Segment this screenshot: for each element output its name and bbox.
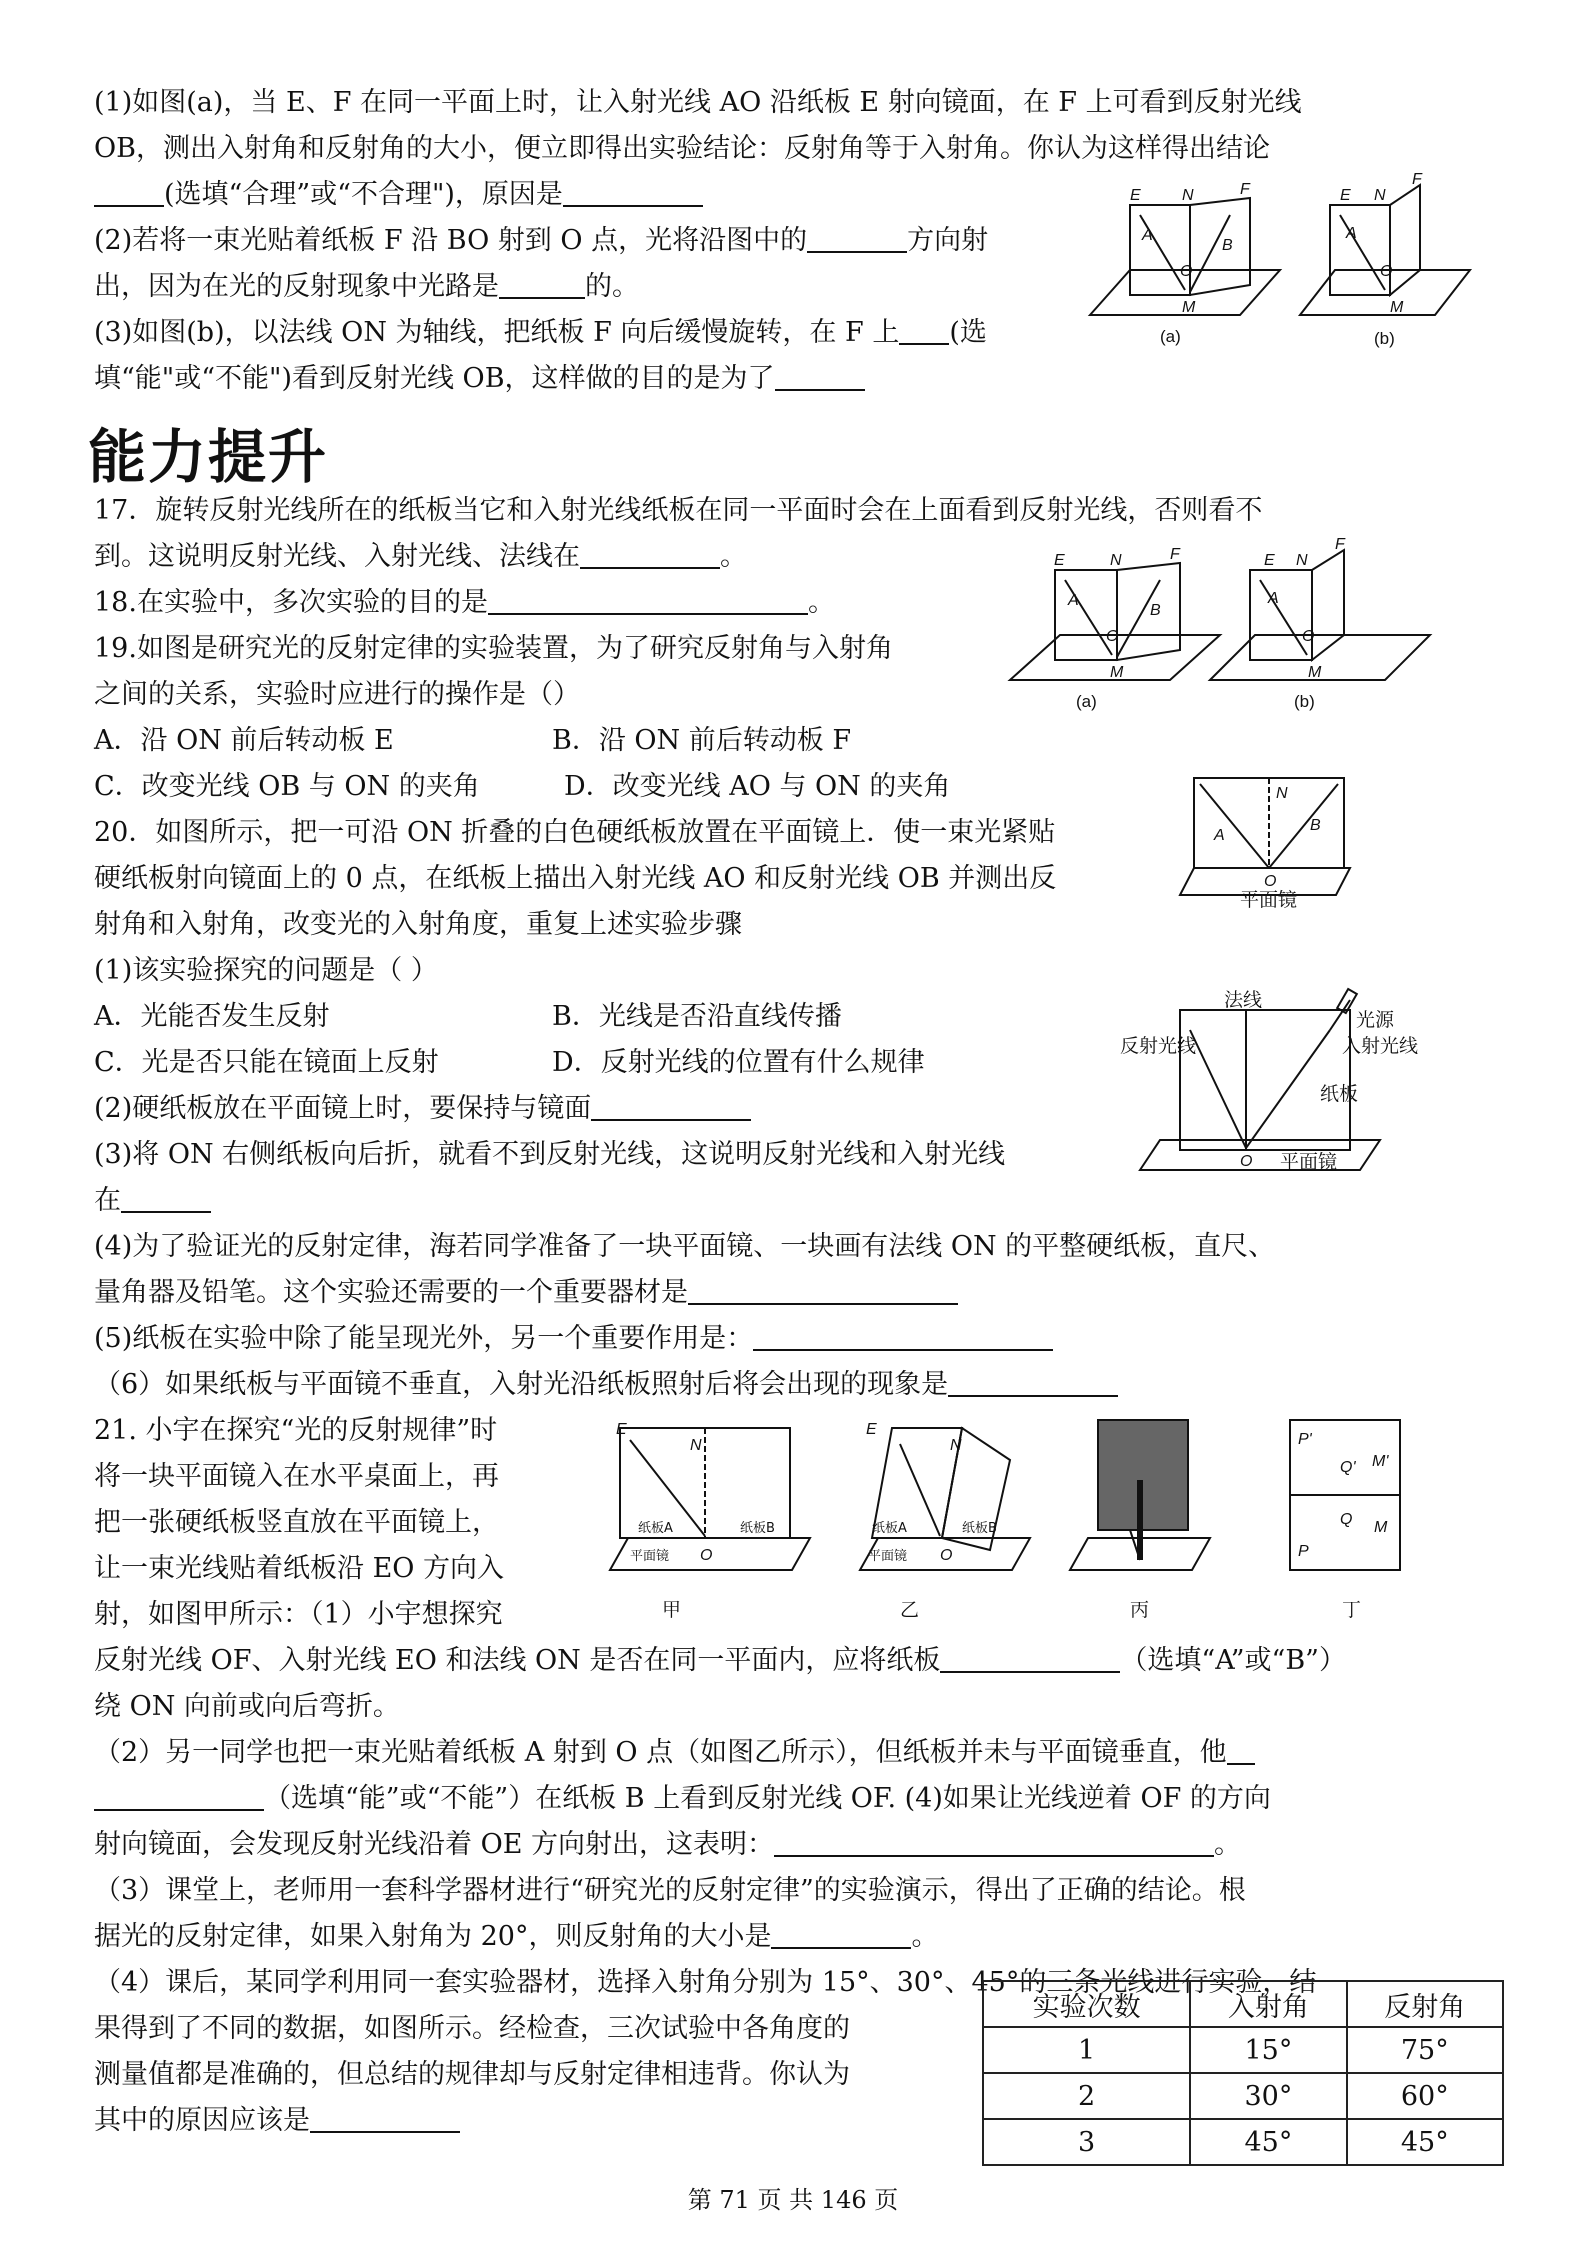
- table-header-cell: 实验次数: [983, 1981, 1190, 2027]
- q16-line6: (3)如图(b)，以法线 ON 为轴线，把纸板 F 向后缓慢旋转，在 F 上 (选: [94, 317, 987, 348]
- q21-line14: 果得到了不同的数据，如图所示。经检查，三次试验中各角度的: [94, 2013, 850, 2044]
- q21-line6: 反射光线 OF、入射光线 EO 和法线 ON 是否在同一平面内，应将纸板 （选填“A”或“B”）: [94, 1645, 1346, 1676]
- svg-text:A: A: [1142, 227, 1153, 244]
- svg-text:O: O: [1264, 873, 1277, 890]
- svg-text:丁: 丁: [1342, 1599, 1362, 1621]
- figure-bing: [1070, 1420, 1210, 1570]
- answer-blank[interactable]: [771, 1921, 911, 1949]
- table-cell: 3: [983, 2119, 1190, 2165]
- table-cell: 45°: [1190, 2119, 1346, 2165]
- answer-blank[interactable]: [688, 1277, 958, 1305]
- svg-text:N: N: [1374, 187, 1386, 204]
- svg-text:平面镜: 平面镜: [630, 1549, 670, 1564]
- svg-text:F: F: [1412, 171, 1422, 188]
- q17-line1: 17．旋转反射光线所在的纸板当它和入射光线纸板在同一平面时会在上面看到反射光线，否则看不: [94, 495, 1263, 526]
- svg-text:O: O: [1180, 263, 1193, 280]
- q16-line5: 出，因为在光的反射现象中光路是 的。: [94, 271, 639, 302]
- svg-text:A: A: [1214, 827, 1225, 844]
- svg-text:(b): (b): [1374, 329, 1395, 348]
- svg-text:N: N: [950, 1437, 962, 1454]
- figure-ab-top: [1090, 171, 1470, 350]
- answer-blank[interactable]: [94, 179, 164, 207]
- table-header-cell: 反射角: [1347, 1981, 1503, 2027]
- svg-text:A: A: [1346, 225, 1357, 242]
- q21-line15: 测量值都是准确的，但总结的规律却与反射定律相违背。你认为: [94, 2059, 850, 2090]
- answer-blank[interactable]: [1227, 1737, 1255, 1765]
- q19-option-b: B．沿 ON 前后转动板 F: [552, 725, 852, 756]
- answer-blank[interactable]: [753, 1323, 1053, 1351]
- svg-text:甲: 甲: [662, 1599, 682, 1621]
- svg-text:N: N: [690, 1437, 702, 1454]
- table-cell: 15°: [1190, 2027, 1346, 2073]
- svg-text:B: B: [1222, 237, 1233, 254]
- answer-blank[interactable]: [774, 1829, 1214, 1857]
- svg-text:P': P': [1298, 1431, 1312, 1448]
- svg-text:M: M: [1110, 664, 1124, 681]
- q16-line2: OB，测出入射角和反射角的大小，便立即得出实验结论：反射角等于入射角。你认为这样得出结论: [94, 133, 1270, 164]
- q21-line4: 让一束光线贴着纸板沿 EO 方向入: [94, 1553, 505, 1584]
- svg-text:乙: 乙: [900, 1599, 920, 1621]
- q20-sub1: (1)该实验探究的问题是（ ）: [94, 955, 438, 986]
- answer-blank[interactable]: [775, 363, 865, 391]
- q19-option-c: C．改变光线 OB 与 ON 的夹角: [94, 771, 480, 802]
- table-header-cell: 入射角: [1190, 1981, 1346, 2027]
- svg-text:O: O: [1302, 628, 1315, 645]
- svg-text:P: P: [1298, 1543, 1309, 1560]
- q19-option-a: A．沿 ON 前后转动板 E: [94, 725, 394, 756]
- q21-line11: （3）课堂上，老师用一套科学器材进行“研究光的反射定律”的实验演示，得出了正确的结论。根: [94, 1875, 1246, 1906]
- q21-line16: 其中的原因应该是: [94, 2104, 460, 2138]
- svg-text:Q: Q: [1340, 1511, 1353, 1528]
- answer-blank[interactable]: [899, 317, 949, 345]
- q20-sub2: (2)硬纸板放在平面镜上时，要保持与镜面: [94, 1092, 751, 1126]
- svg-text:纸板A: 纸板A: [638, 1521, 673, 1536]
- answer-blank[interactable]: [940, 1645, 1120, 1673]
- answer-blank[interactable]: [310, 2105, 460, 2133]
- svg-text:N: N: [1296, 552, 1308, 569]
- svg-text:平面镜: 平面镜: [1240, 889, 1298, 911]
- q20-sub6: （6）如果纸板与平面镜不垂直，入射光沿纸板照射后将会出现的现象是: [94, 1368, 1118, 1402]
- svg-text:E: E: [1340, 187, 1351, 204]
- svg-text:E: E: [616, 1421, 627, 1438]
- svg-text:O: O: [1240, 1153, 1253, 1170]
- answer-blank[interactable]: [499, 271, 585, 299]
- svg-text:B: B: [1310, 817, 1321, 834]
- svg-text:M: M: [1308, 664, 1322, 681]
- q19-line1: 19.如图是研究光的反射定律的实验装置，为了研究反射角与入射角: [94, 633, 893, 664]
- q16-line1: (1)如图(a)，当 E、F 在同一平面上时，让入射光线 AO 沿纸板 E 射向镜面，在 F 上可看到反射光线: [94, 87, 1302, 118]
- section-title: 能力提升: [88, 423, 329, 491]
- svg-text:O: O: [1380, 263, 1393, 280]
- q20-sub4-line1: (4)为了验证光的反射定律，海若同学准备了一块平面镜、一块画有法线 ON 的平整硬纸板，直尺、: [94, 1231, 1276, 1262]
- svg-text:丙: 丙: [1130, 1599, 1150, 1621]
- svg-text:纸板: 纸板: [1320, 1083, 1359, 1105]
- q20-sub3-line2: 在: [94, 1184, 211, 1218]
- q20-figure-board: [1180, 770, 1360, 910]
- table-cell: 45°: [1347, 2119, 1503, 2165]
- q21-figures: [610, 1420, 1420, 1620]
- answer-blank[interactable]: [121, 1185, 211, 1213]
- svg-text:F: F: [1335, 536, 1345, 553]
- answer-blank[interactable]: [488, 587, 808, 615]
- table-row: [983, 2119, 1503, 2165]
- svg-text:N: N: [1110, 552, 1122, 569]
- q21-line13: （4）课后，某同学利用同一套实验器材，选择入射角分别为 15°、30°、45°的三条光线进行实验，结: [94, 1967, 1317, 1998]
- q16-line3: (选填“合理”或“不合理")，原因是: [94, 178, 703, 212]
- svg-text:(a): (a): [1076, 692, 1097, 711]
- table-row: [983, 2027, 1503, 2073]
- q20-line3: 射角和入射角，改变光的入射角度，重复上述实验步骤: [94, 909, 742, 940]
- answer-blank[interactable]: [580, 541, 720, 569]
- q19-option-d: D．改变光线 AO 与 ON 的夹角: [564, 771, 951, 802]
- svg-text:法线: 法线: [1224, 989, 1263, 1011]
- svg-text:入射光线: 入射光线: [1342, 1035, 1419, 1057]
- svg-text:平面镜: 平面镜: [1280, 1151, 1338, 1173]
- q20-sub3-line1: (3)将 ON 右侧纸板向后折，就看不到反射光线，这说明反射光线和入射光线: [94, 1139, 1006, 1170]
- q20-line2: 硬纸板射向镜面上的 0 点，在纸板上描出入射光线 AO 和反射光线 OB 并测出反: [94, 863, 1057, 894]
- q21-line3: 把一张硬纸板竖直放在平面镜上，: [94, 1507, 499, 1538]
- answer-blank[interactable]: [563, 179, 703, 207]
- q20-option-c: C．光是否只能在镜面上反射: [94, 1047, 439, 1078]
- figure-b: [1300, 185, 1470, 315]
- answer-blank[interactable]: [591, 1093, 751, 1121]
- svg-text:光源: 光源: [1356, 1009, 1395, 1031]
- svg-text:(b): (b): [1294, 692, 1315, 711]
- figure-a: [1090, 198, 1280, 315]
- svg-text:(a): (a): [1160, 327, 1181, 346]
- page-footer: 第 71 页 共 146 页: [687, 2186, 899, 2214]
- table-header-row: [983, 1981, 1503, 2027]
- q21-line10: 射向镜面，会发现反射光线沿着 OE 方向射出，这表明： 。: [94, 1829, 1242, 1860]
- figure-ab-mid: [1010, 536, 1450, 715]
- svg-text:B: B: [1150, 602, 1161, 619]
- results-table: [982, 1980, 1504, 2166]
- svg-text:纸板B: 纸板B: [962, 1521, 997, 1536]
- svg-text:M': M': [1372, 1453, 1389, 1470]
- answer-blank[interactable]: [807, 225, 907, 253]
- svg-text:O: O: [700, 1547, 713, 1564]
- q21-line1: 21. 小宇在探究“光的反射规律”时: [94, 1415, 498, 1446]
- q20-option-a: A．光能否发生反射: [94, 1001, 330, 1032]
- svg-text:平面镜: 平面镜: [868, 1549, 908, 1564]
- svg-text:E: E: [1054, 552, 1065, 569]
- svg-text:M: M: [1182, 299, 1196, 316]
- svg-text:纸板A: 纸板A: [872, 1521, 907, 1536]
- q21-line12: 据光的反射定律，如果入射角为 20°，则反射角的大小是 。: [94, 1921, 939, 1952]
- q20-option-b: B．光线是否沿直线传播: [552, 1001, 842, 1032]
- svg-text:O: O: [1106, 628, 1119, 645]
- svg-text:M: M: [1390, 299, 1404, 316]
- q18-line: 18.在实验中，多次实验的目的是 。: [94, 587, 835, 618]
- svg-text:O: O: [940, 1547, 953, 1564]
- svg-text:E: E: [1264, 552, 1275, 569]
- svg-text:F: F: [1240, 181, 1250, 198]
- svg-text:E: E: [866, 1421, 877, 1438]
- q21-line5: 射，如图甲所示：（1）小宇想探究: [94, 1599, 503, 1630]
- svg-text:A: A: [1068, 592, 1079, 609]
- answer-blank[interactable]: [948, 1369, 1118, 1397]
- svg-text:纸板B: 纸板B: [740, 1521, 775, 1536]
- svg-text:E: E: [1130, 187, 1141, 204]
- table-cell: 30°: [1190, 2073, 1346, 2119]
- q20-option-d: D．反射光线的位置有什么规律: [552, 1047, 925, 1078]
- table-cell: 60°: [1347, 2073, 1503, 2119]
- svg-text:M: M: [1374, 1519, 1388, 1536]
- table-cell: 75°: [1347, 2027, 1503, 2073]
- q21-line9: （选填“能”或“不能”）在纸板 B 上看到反射光线 OF. (4)如果让光线逆着 OF 的方向: [94, 1782, 1271, 1816]
- table-row: [983, 2073, 1503, 2119]
- svg-text:N: N: [1276, 785, 1288, 802]
- table-cell: 1: [983, 2027, 1190, 2073]
- svg-text:Q': Q': [1340, 1459, 1356, 1476]
- svg-text:A: A: [1268, 590, 1279, 607]
- q16-line4: (2)若将一束光贴着纸板 F 沿 BO 射到 O 点，光将沿图中的 方向射: [94, 225, 989, 256]
- q17-line2: 到。这说明反射光线、入射光线、法线在 。: [94, 541, 747, 572]
- q20-sub4-line2: 量角器及铅笔。这个实验还需要的一个重要器材是: [94, 1276, 958, 1310]
- q20-line1: 20．如图所示，把一可沿 ON 折叠的白色硬纸板放置在平面镜上．使一束光紧贴: [94, 817, 1056, 848]
- q21-line7: 绕 ON 向前或向后弯折。: [94, 1691, 400, 1722]
- answer-blank[interactable]: [94, 1783, 264, 1811]
- svg-text:F: F: [1170, 546, 1180, 563]
- svg-text:N: N: [1182, 187, 1194, 204]
- q20-figure-setup: [1120, 990, 1430, 1180]
- q21-line2: 将一块平面镜入在水平桌面上，再: [94, 1461, 499, 1492]
- svg-text:反射光线: 反射光线: [1120, 1035, 1197, 1057]
- q16-line7: 填“能"或“不能")看到反射光线 OB，这样做的目的是为了: [94, 362, 865, 396]
- q21-line8: （2）另一同学也把一束光贴着纸板 A 射到 O 点（如图乙所示），但纸板并未与平面镜垂直，他: [94, 1736, 1255, 1770]
- q20-sub5: (5)纸板在实验中除了能呈现光外，另一个重要作用是：: [94, 1322, 1053, 1356]
- q19-line2: 之间的关系，实验时应进行的操作是（）: [94, 679, 580, 710]
- table-cell: 2: [983, 2073, 1190, 2119]
